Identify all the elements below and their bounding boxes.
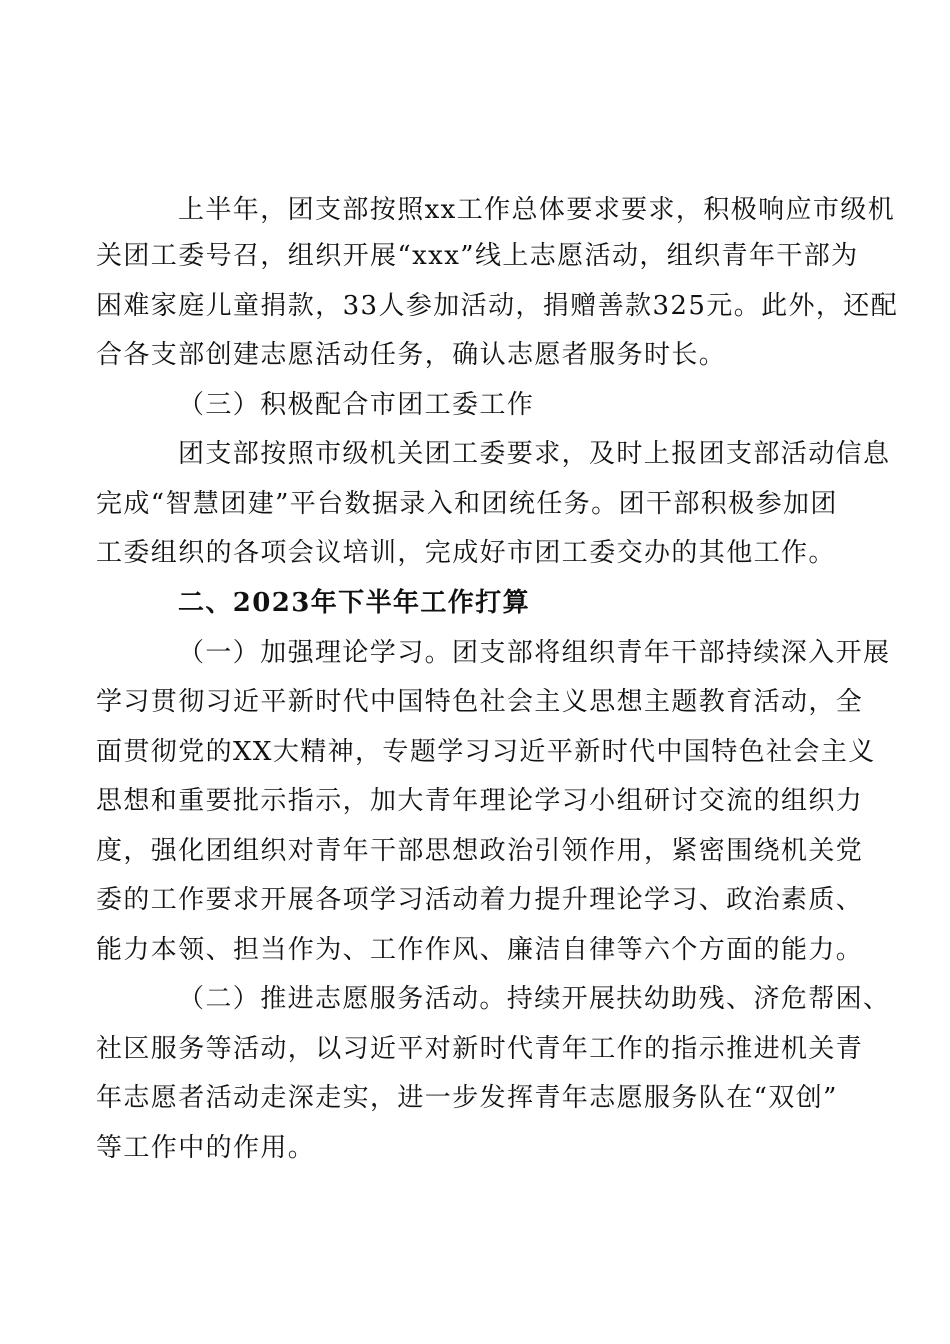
paragraph-3-line-1: （一）加强理论学习。团支部将组织青年干部持续深入开展 bbox=[178, 638, 891, 668]
paragraph-1-line-4: 合各支部创建志愿活动任务，确认志愿者服务时长。 bbox=[96, 340, 727, 370]
paragraph-3-line-2: 学习贯彻习近平新时代中国特色社会主义思想主题教育活动，全 bbox=[96, 687, 864, 717]
paragraph-4-line-2: 社区服务等活动，以习近平对新时代青年工作的指示推进机关青 bbox=[96, 1034, 864, 1064]
paragraph-3-line-4: 思想和重要批示指示，加大青年理论学习小组研讨交流的组织力 bbox=[96, 786, 864, 816]
paragraph-3-line-3: 面贯彻党的XX大精神，专题学习习近平新时代中国特色社会主义 bbox=[96, 737, 876, 767]
paragraph-3-line-6: 委的工作要求开展各项学习活动着力提升理论学习、政治素质、 bbox=[96, 885, 864, 915]
paragraph-1-line-2: 关团工委号召，组织开展“xxx”线上志愿活动，组织青年干部为 bbox=[96, 241, 859, 271]
paragraph-3-line-7: 能力本领、担当作为、工作作风、廉洁自律等六个方面的能力。 bbox=[96, 935, 864, 965]
paragraph-1-line-3: 困难家庭儿童捐款，33人参加活动，捐赠善款325元。此外，还配 bbox=[96, 291, 899, 321]
paragraph-4-line-4: 等工作中的作用。 bbox=[96, 1133, 316, 1163]
paragraph-2-line-2: 完成“智慧团建”平台数据录入和团统任务。团干部积极参加团 bbox=[96, 489, 838, 519]
subheading-3: （三）积极配合市团工委工作 bbox=[178, 390, 535, 420]
paragraph-3-line-5: 度，强化团组织对青年干部思想政治引领作用，紧密围绕机关党 bbox=[96, 836, 864, 866]
paragraph-2-line-3: 工委组织的各项会议培训，完成好市团工委交办的其他工作。 bbox=[96, 538, 836, 568]
paragraph-2-line-1: 团支部按照市级机关团工委要求，及时上报团支部活动信息 bbox=[178, 439, 891, 469]
section-2-heading: 二、2023年下半年工作打算 bbox=[178, 588, 530, 618]
paragraph-4-line-3: 年志愿者活动走深走实，进一步发挥青年志愿服务队在“双创” bbox=[96, 1083, 838, 1113]
paragraph-4-line-1: （二）推进志愿服务活动。持续开展扶幼助残、济危帮困、 bbox=[178, 984, 891, 1014]
paragraph-1-line-1: 上半年，团支部按照xx工作总体要求要求，积极响应市级机 bbox=[178, 195, 896, 225]
